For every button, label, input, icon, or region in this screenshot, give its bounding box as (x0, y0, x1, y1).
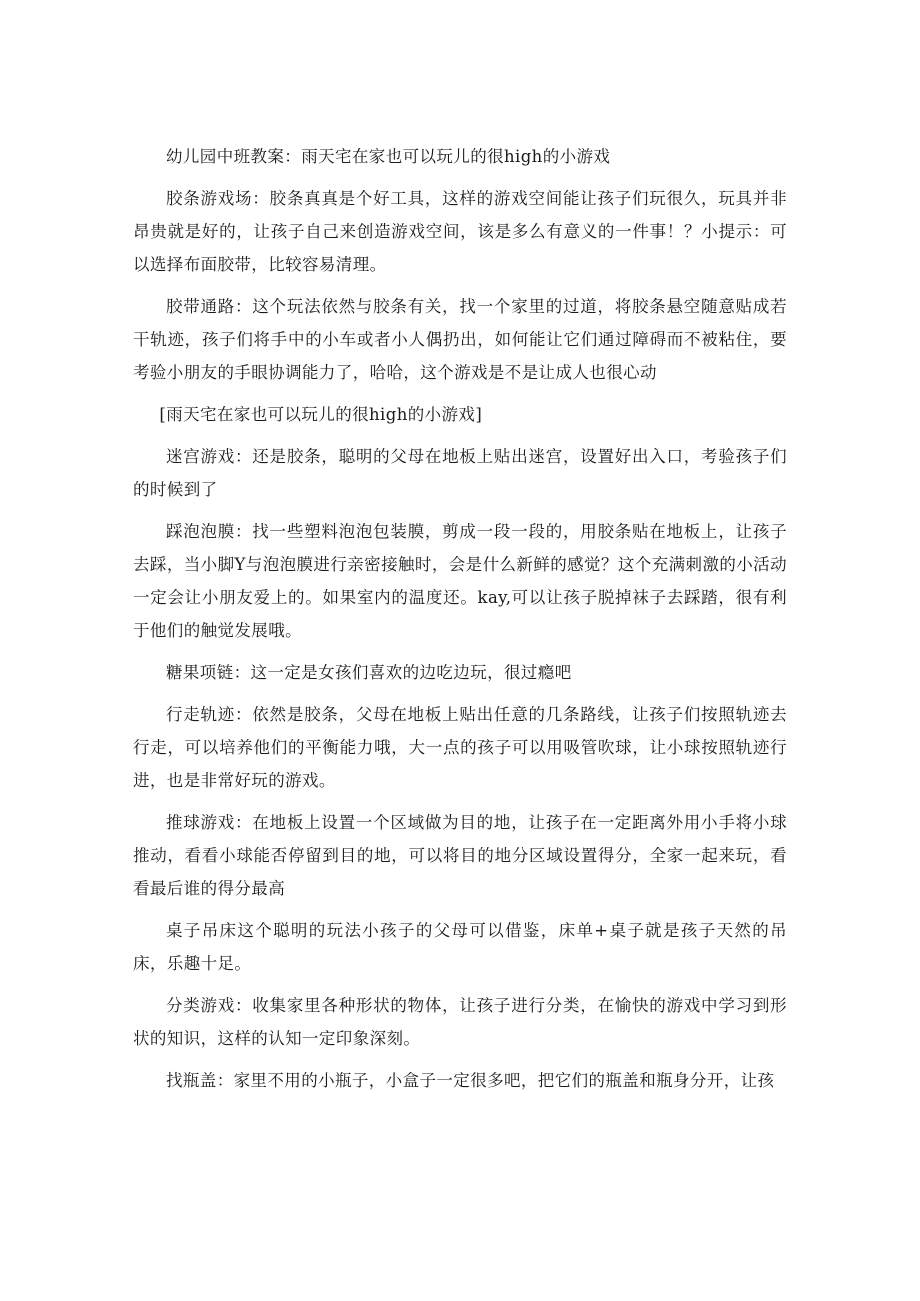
paragraph-maze-game: 迷宫游戏：还是胶条，聪明的父母在地板上贴出迷宫，设置好出入口，考验孩子们的时候到了 (133, 447, 787, 499)
paragraph-bracket-title: [雨天宅在家也可以玩儿的很high的小游戏] (159, 405, 483, 424)
paragraph-table-hammock: 桌子吊床这个聪明的玩法小孩子的父母可以借鉴，床单+桌子就是孩子天然的吊床，乐趣十足。 (133, 921, 787, 973)
paragraph-tape-playground: 胶条游戏场：胶条真真是个好工具，这样的游戏空间能让孩子们玩很久，玩具并非昂贵就是好的，让孩子自己来创造游戏空间，该是多么有意义的一件事！？小提示：可以选择布面胶带，比较容易清理。 (133, 189, 787, 274)
paragraph-find-caps: 找瓶盖：家里不用的小瓶子，小盒子一定很多吧，把它们的瓶盖和瓶身分开，让孩 (166, 1071, 775, 1090)
paragraph-candy-necklace: 糖果项链：这一定是女孩们喜欢的边吃边玩，很过瘾吧 (166, 663, 572, 682)
paragraph-sorting-game: 分类游戏：收集家里各种形状的物体，让孩子进行分类，在愉快的游戏中学习到形状的知识，这样的认知一定印象深刻。 (133, 996, 787, 1048)
document-page (133, 140, 787, 1106)
paragraph-bubble-wrap: 踩泡泡膜：找一些塑料泡泡包装膜，剪成一段一段的，用胶条贴在地板上，让孩子去踩，当小脚Y与泡泡膜进行亲密接触时，会是什么新鲜的感觉？这个充满刺激的小活动一定会让小朋友爱上的。如果室内的温度还。kay,可以让孩子脱掉袜子去踩踏，很有利于他们的触觉发展哦。 (133, 522, 787, 640)
document-title: 幼儿园中班教案：雨天宅在家也可以玩儿的很high的小游戏 (166, 147, 611, 166)
paragraph-push-ball: 推球游戏：在地板上设置一个区域做为目的地，让孩子在一定距离外用小手将小球推动，看看小球能否停留到目的地，可以将目的地分区域设置得分，全家一起来玩，看看最后谁的得分最高 (133, 813, 787, 898)
paragraph-tape-passage: 胶带通路：这个玩法依然与胶条有关，找一个家里的过道，将胶条悬空随意贴成若干轨迹，孩子们将手中的小车或者小人偶扔出，如何能让它们通过障碍而不被粘住，要考验小朋友的手眼协调能力了，哈哈，这个游戏是不是让成人也很心动 (133, 297, 787, 382)
paragraph-walking-track: 行走轨迹：依然是胶条，父母在地板上贴出任意的几条路线，让孩子们按照轨迹去行走，可以培养他们的平衡能力哦，大一点的孩子可以用吸管吹球，让小球按照轨迹行进，也是非常好玩的游戏。 (133, 705, 787, 790)
